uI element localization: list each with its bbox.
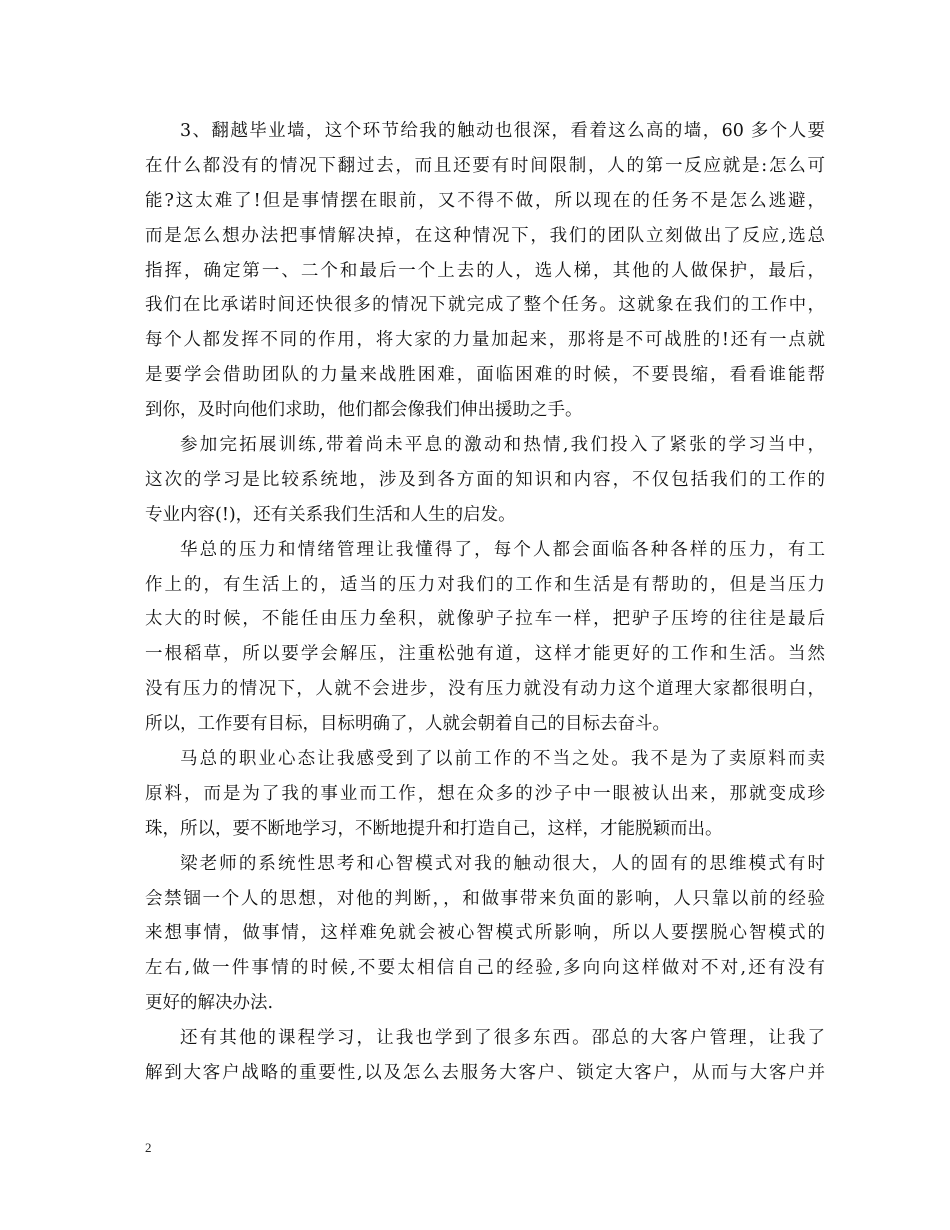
text-line: 来想事情，做事情，这样难免就会被心智模式所影响，所以人要摆脱心智模式的 — [145, 923, 825, 944]
text-line: 3、翻越毕业墙，这个环节给我的触动也很深，看着这么高的墙，60 多个人要 — [180, 121, 825, 141]
text-line: 我们在比承诺时间还快很多的情况下就完成了整个任务。这就象在我们的工作中， — [145, 295, 825, 316]
text-line: 会禁锢一个人的思想，对他的判断，，和做事带来负面的影响，人只靠以前的经验 — [145, 888, 825, 909]
text-line: 专业内容(!)，还有关系我们生活和人生的启发。 — [145, 504, 516, 525]
text-line: 作上的，有生活上的，适当的压力对我们的工作和生活是有帮助的，但是当压力 — [145, 574, 825, 595]
text-line: 一根稻草，所以要学会解压，注重松弛有道，这样才能更好的工作和生活。当然 — [145, 644, 825, 665]
text-line: 指挥，确定第一、二个和最后一个上去的人，选人梯，其他的人做保护，最后， — [145, 260, 825, 281]
text-line: 原料，而是为了我的事业而工作，想在众多的沙子中一眼被认出来，那就变成珍 — [145, 783, 825, 804]
text-line: 更好的解决办法. — [145, 993, 274, 1014]
text-line: 而是怎么想办法把事情解决掉，在这种情况下，我们的团队立刻做出了反应,选总 — [145, 225, 825, 246]
text-line: 参加完拓展训练,带着尚未平息的激动和热情,我们投入了紧张的学习当中， — [180, 435, 825, 456]
text-line: 珠，所以，要不断地学习，不断地提升和打造自己，这样，才能脱颖而出。 — [145, 818, 723, 839]
text-line: 马总的职业心态让我感受到了以前工作的不当之处。我不是为了卖原料而卖 — [180, 749, 825, 770]
text-line: 这次的学习是比较系统地，涉及到各方面的知识和内容，不仅包括我们的工作的 — [145, 469, 825, 490]
text-line: 左右,做一件事情的时候,不要太相信自己的经验,多向向这样做对不对,还有没有 — [145, 958, 825, 979]
text-line: 梁老师的系统性思考和心智模式对我的触动很大，人的固有的思维模式有时 — [180, 853, 825, 874]
text-line: 还有其他的课程学习，让我也学到了很多东西。邵总的大客户管理，让我了 — [180, 1028, 825, 1049]
page-number: 2 — [145, 1140, 152, 1155]
text-line: 在什么都没有的情况下翻过去，而且还要有时间限制，人的第一反应就是:怎么可 — [145, 155, 825, 176]
text-line: 华总的压力和情绪管理让我懂得了，每个人都会面临各种各样的压力，有工 — [180, 539, 825, 560]
text-line: 到你，及时向他们求助，他们都会像我们伸出援助之手。 — [145, 400, 583, 421]
text-line: 解到大客户战略的重要性,以及怎么去服务大客户、锁定大客户，从而与大客户并 — [145, 1063, 825, 1084]
text-line: 每个人都发挥不同的作用，将大家的力量加起来，那将是不可战胜的!还有一点就 — [145, 330, 825, 351]
text-line: 是要学会借助团队的力量来战胜困难，面临困难的时候，不要畏缩，看看谁能帮 — [145, 365, 825, 386]
text-line: 能?这太难了!但是事情摆在眼前，又不得不做，所以现在的任务不是怎么逃避， — [145, 190, 825, 211]
text-line: 太大的时候，不能任由压力垒积，就像驴子拉车一样，把驴子压垮的往往是最后 — [145, 609, 825, 630]
document-body — [145, 114, 825, 1091]
text-line: 没有压力的情况下，人就不会进步，没有压力就没有动力这个道理大家都很明白， — [145, 679, 825, 700]
text-line: 所以，工作要有目标，目标明确了，人就会朝着自己的目标去奋斗。 — [145, 714, 670, 735]
